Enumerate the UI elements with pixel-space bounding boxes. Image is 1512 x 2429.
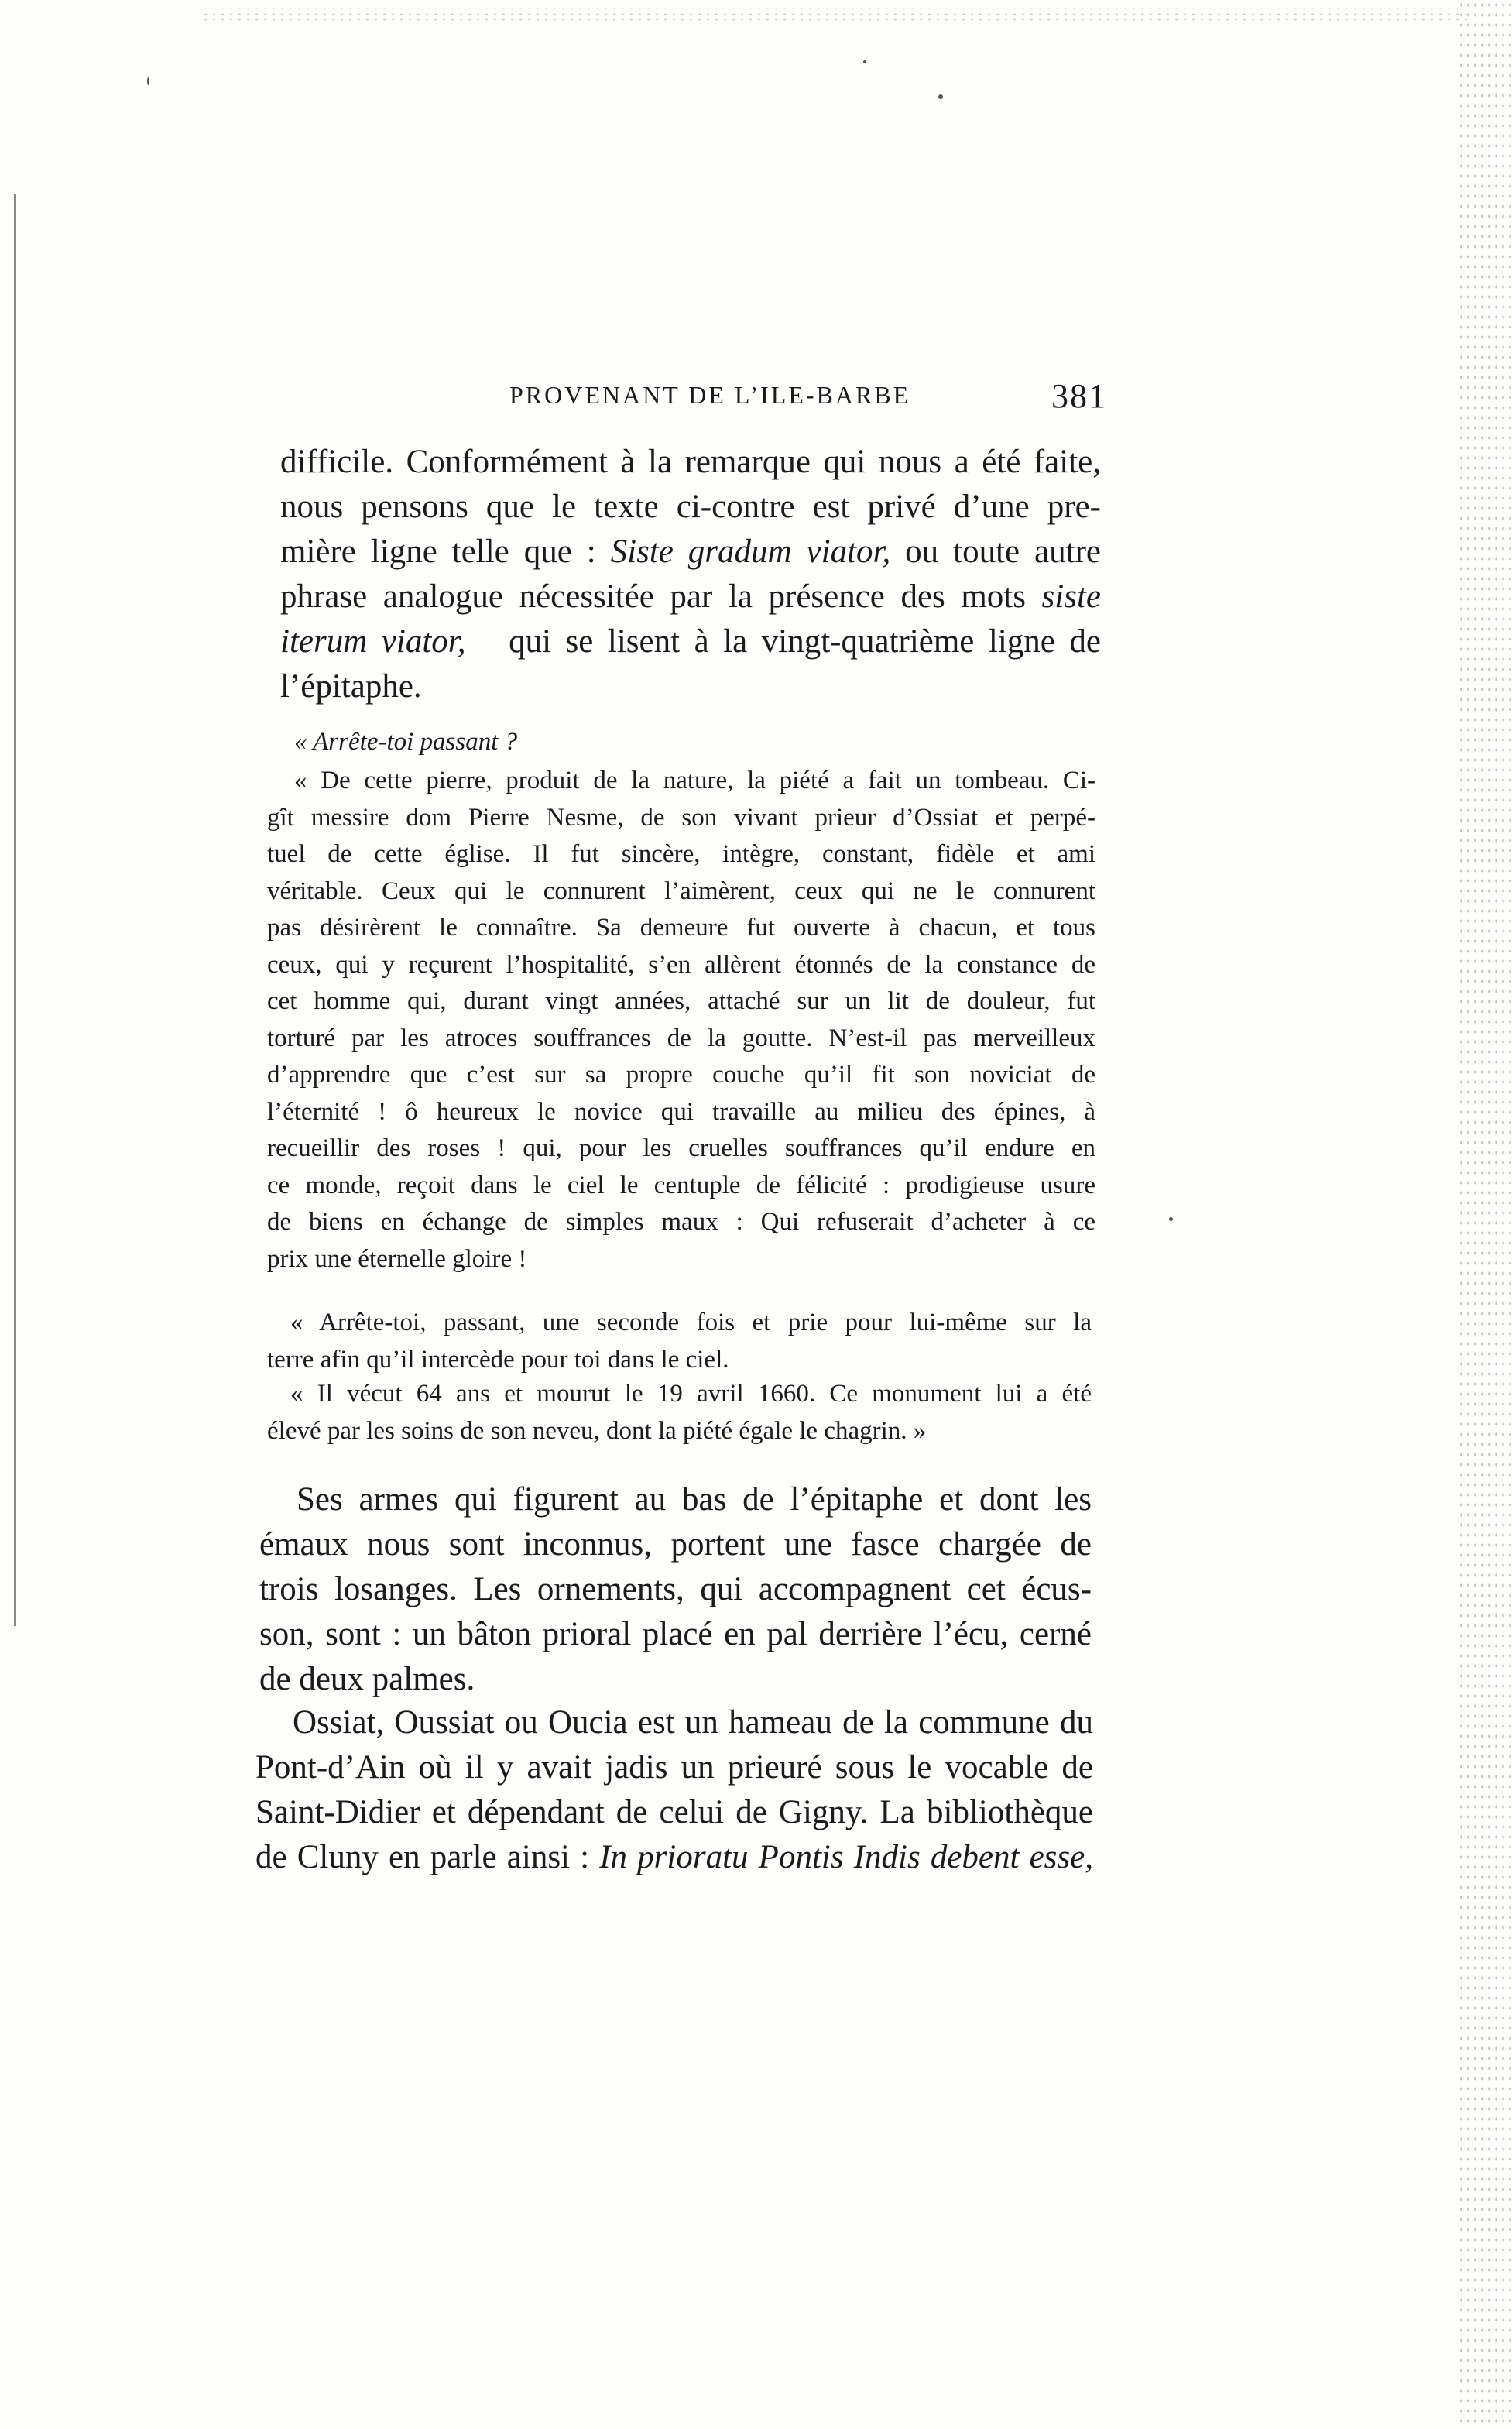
text-line: Pont-d’Ain où il y avait jadis un prieuré sous le vocable de bbox=[255, 1749, 1093, 1786]
text-line: son, sont : un bâton prioral placé en pal derrière l’écu, cerné bbox=[259, 1616, 1092, 1652]
latin-phrase: In prioratu Pontis Indis debent esse, bbox=[599, 1839, 1093, 1875]
text-line: « De cette pierre, produit de la nature, la piété a fait un tombeau. Ci- bbox=[294, 767, 1095, 794]
latin-phrase: iterum viator, bbox=[280, 623, 466, 660]
scan-speck bbox=[1169, 1217, 1173, 1221]
text-line bbox=[255, 1835, 1093, 1880]
text-line: recueillir des roses ! qui, pour les cruelles souffrances qu’il endure en bbox=[267, 1134, 1095, 1162]
text-line: trois losanges. Les ornements, qui accompagnent cet écus- bbox=[259, 1571, 1092, 1607]
arms-paragraph bbox=[259, 1477, 1092, 1702]
text-run: mière ligne telle que : bbox=[280, 533, 611, 570]
text-line: prix une éternelle gloire ! bbox=[267, 1244, 527, 1273]
text-line: « Il vécut 64 ans et mourut le 19 avril 1660. Ce monument lui a été bbox=[290, 1380, 1092, 1408]
running-head-title: PROVENANT DE L’ILE-BARBE bbox=[509, 381, 911, 409]
text-run: de Cluny en parle ainsi : bbox=[255, 1839, 600, 1875]
scan-noise-right-edge bbox=[1458, 0, 1512, 2429]
text-line: Saint-Didier et dépendant de celui de Gigny. La bibliothèque bbox=[255, 1794, 1093, 1830]
text-line: gît messire dom Pierre Nesme, de son vivant prieur d’Ossiat et perpé- bbox=[267, 803, 1095, 832]
text-line: pas désirèrent le connaître. Sa demeure fut ouverte à chacun, et tous bbox=[267, 914, 1095, 942]
epitaph-paragraph-2 bbox=[267, 1305, 1092, 1378]
text-line: élevé par les soins de son neveu, dont la piété égale le chagrin. » bbox=[267, 1416, 927, 1445]
text-line: ce monde, reçoit dans le ciel le centuple de félicité : prodigieuse usure bbox=[267, 1171, 1095, 1199]
text-line: ceux, qui y reçurent l’hospitalité, s’en allèrent étonnés de la constance de bbox=[267, 950, 1095, 979]
text-line bbox=[280, 619, 1101, 664]
text-line bbox=[280, 530, 1101, 575]
text-line: « Arrête-toi, passant, une seconde fois et prie pour lui-même sur la bbox=[290, 1309, 1092, 1336]
ossiat-paragraph bbox=[255, 1700, 1093, 1880]
text-line: émaux nous sont inconnus, portent une fasce chargée de bbox=[259, 1526, 1092, 1563]
page-number: 381 bbox=[1051, 377, 1107, 415]
epitaph-heading bbox=[294, 724, 1099, 761]
text-line bbox=[280, 575, 1101, 619]
text-line: terre afin qu’il intercède pour toi dans le ciel. bbox=[267, 1345, 729, 1374]
text-line: difficile. Conformément à la remarque qui nous a été faite, bbox=[280, 444, 1101, 480]
text-run: qui se lisent à la vingt-quatrième ligne de bbox=[509, 623, 1101, 660]
text-line: cet homme qui, durant vingt années, attaché sur un lit de douleur, fut bbox=[267, 987, 1095, 1015]
scan-speck bbox=[938, 94, 943, 99]
scan-noise-top bbox=[201, 6, 1471, 23]
text-run: ou toute autre bbox=[890, 533, 1101, 570]
text-run: phrase analogue nécessitée par la présence des mots bbox=[280, 578, 1042, 615]
text-line: de biens en échange de simples maux : Qui refuserait d’acheter à ce bbox=[267, 1208, 1095, 1236]
text-line: l’éternité ! ô heureux le novice qui travaille au milieu des épines, à bbox=[267, 1097, 1095, 1126]
scan-shadow-left-edge bbox=[14, 194, 16, 1626]
text-line: l’épitaphe. bbox=[280, 668, 422, 705]
text-line: tuel de cette église. Il fut sincère, intègre, constant, fidèle et ami bbox=[267, 840, 1095, 868]
text-line: Ossiat, Oussiat ou Oucia est un hameau de la commune du bbox=[293, 1704, 1093, 1741]
scan-speck bbox=[147, 77, 149, 85]
scan-speck bbox=[863, 60, 866, 63]
text-line: « Arrête-toi passant ? bbox=[294, 728, 518, 756]
text-line: nous pensons que le texte ci-contre est privé d’une pre- bbox=[280, 489, 1101, 525]
running-header bbox=[255, 377, 1107, 427]
latin-phrase: Siste gradum viator, bbox=[610, 533, 891, 570]
text-line: de deux palmes. bbox=[259, 1661, 475, 1697]
epitaph-paragraph-1 bbox=[267, 763, 1095, 1278]
text-line: véritable. Ceux qui le connurent l’aimèrent, ceux qui ne le connurent bbox=[267, 877, 1095, 905]
text-line: torturé par les atroces souffrances de la goutte. N’est-il pas merveilleux bbox=[267, 1024, 1095, 1052]
latin-word: siste bbox=[1041, 578, 1101, 615]
epitaph-paragraph-3 bbox=[267, 1376, 1092, 1450]
text-line: d’apprendre que c’est sur sa propre couche qu’il fit son noviciat de bbox=[267, 1061, 1095, 1089]
intro-paragraph bbox=[280, 440, 1101, 709]
text-line: Ses armes qui figurent au bas de l’épitaphe et dont les bbox=[297, 1481, 1092, 1518]
